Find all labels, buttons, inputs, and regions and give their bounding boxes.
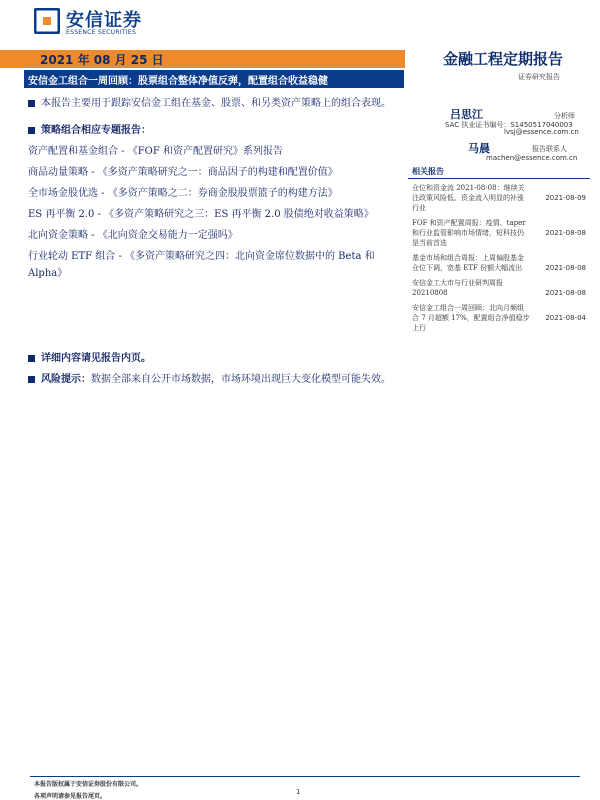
report-date: 2021 年 08 月 25 日 [40,53,164,67]
analyst-name: 吕思江 [450,108,483,121]
bullet-square-icon [28,355,35,362]
risk-text: 数据全部来自公开市场数据，市场环境出现巨大变化模型可能失效。 [91,374,391,385]
footer-disclaimer: 各项声明请参见报告尾页。 [34,793,107,800]
analyst-role: 分析师 [554,112,575,120]
related-report-title[interactable]: 安信金工大市与行业研判周报 20210808 [412,279,503,297]
logo-text-en: ESSENCE SECURITIES [66,29,137,36]
strategy-report-item: 北向资金策略 - 《北向资金交易能力一定强吗》 [28,230,238,241]
details-text: 详细内容请见报告内页。 [41,353,151,364]
strategy-report-item: 行业轮动 ETF 组合 - 《多资产策略研究之四：北向资金席位数据中的 Beta 和 Alpha》 [28,251,375,279]
related-reports-list [412,183,588,338]
related-report-row[interactable] [412,253,588,273]
footer-copyright: 本报告版权属于安信证券股份有限公司。 [34,781,143,788]
intro-text: 本报告主要用于跟踪安信金工组在基金、股票、和另类资产策略上的组合表现。 [41,98,391,109]
risk-label: 风险提示： [41,374,91,385]
bullet-square-icon [28,376,35,383]
related-reports-title: 相关报告 [412,167,444,176]
related-report-title[interactable]: 安信金工组合一周回顾：北向月频组合 7 月超额 17%，配置组合净值稳步上行 [412,304,530,332]
related-report-date: 2021-08-09 [545,194,586,202]
strategy-report-item: 资产配置和基金组合 - 《FOF 和资产配置研究》系列报告 [28,146,283,157]
report-category: 证券研究报告 [518,73,560,81]
strategy-report-item: ES 再平衡 2.0 - 《多资产策略研究之三：ES 再平衡 2.0 股债绝对收益策略》 [28,209,374,220]
related-report-date: 2021-08-08 [545,264,586,272]
divider [408,178,590,179]
contact-email[interactable]: machen@essence.com.cn [486,154,578,162]
related-report-row[interactable] [412,303,588,333]
related-report-title[interactable]: 仓位和资金流 2021-08-08：继续关注政策风险低、资金流入明显的补涨行业 [412,184,525,212]
related-report-date: 2021-08-08 [545,289,586,297]
report-type-title: 金融工程定期报告 [442,50,563,68]
main-column [28,95,403,388]
report-title: 安信金工组合一周回顾：股票组合整体净值反弹，配置组合收益稳健 [28,76,328,87]
contact-role: 报告联系人 [532,145,567,153]
contact-name: 马晨 [468,142,490,155]
related-report-date: 2021-08-04 [545,314,586,322]
bullet-square-icon [28,100,35,107]
strategy-report-item: 商品动量策略 - 《多资产策略研究之一：商品因子的构建和配置价值》 [28,167,338,178]
related-heading-text: 策略组合相应专题报告： [41,125,151,136]
details-note [28,350,403,367]
related-report-title[interactable]: 基金市场和组合周报：上周偏股基金仓位下调，宽基 ETF 份额大幅流出 [412,254,524,272]
intro-paragraph [28,95,403,112]
logo-text-cn: 安信证券 [66,10,142,31]
footer-divider [30,776,580,777]
analyst-email[interactable]: lvsj@essence.com.cn [504,128,579,136]
analyst-sac-number: SAC 执业证书编号：S1450517040003 [445,121,573,129]
related-report-date: 2021-08-08 [545,229,586,237]
risk-note [28,371,403,388]
strategy-report-item: 全市场金股优选 - 《多资产策略之二：券商金股股票篮子的构建方法》 [28,188,338,199]
related-report-row[interactable] [412,278,588,298]
related-heading [28,122,403,139]
related-report-title[interactable]: FOF 和资产配置周报：疫情、taper 和行业监管影响市场情绪，短科技仍是当前首选 [412,219,526,247]
related-report-row[interactable] [412,183,588,213]
related-report-row[interactable] [412,218,588,248]
bullet-square-icon [28,127,35,134]
essence-logo-icon [34,8,60,34]
page-number: 1 [296,788,301,796]
